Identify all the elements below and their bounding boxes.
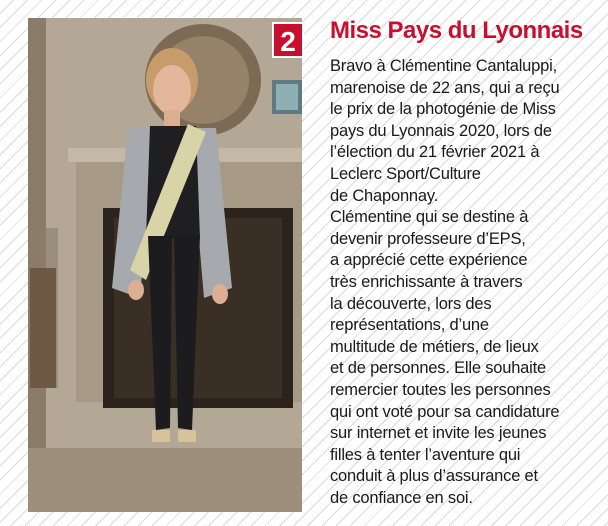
article-body	[330, 56, 600, 509]
body-line: devenir professeure d’EPS,	[330, 229, 526, 248]
body-line: et de personnes. Elle souhaite	[330, 359, 546, 378]
body-line: Bravo à Clémentine Cantaluppi,	[330, 57, 557, 75]
body-line: de confiance en soi.	[330, 488, 473, 507]
body-line: a apprécié cette expérience	[330, 251, 528, 270]
body-line: conduit à plus d’assurance et	[330, 467, 538, 486]
body-line: marenoise de 22 ans, qui a reçu	[330, 78, 560, 97]
body-line: l’élection du 21 février 2021 à	[330, 143, 540, 162]
body-line: de Chaponnay.	[330, 186, 439, 205]
article-number-badge: 2	[272, 22, 304, 58]
body-line: très enrichissante à travers	[330, 272, 523, 291]
photo-illustration	[28, 18, 302, 512]
body-line: pays du Lyonnais 2020, lors de	[330, 121, 552, 140]
body-line: Leclerc Sport/Culture	[330, 164, 481, 183]
body-line: sur internet et invite les jeunes	[330, 424, 547, 443]
body-line: remercier toutes les personnes	[330, 380, 551, 399]
body-line: la découverte, lors des	[330, 294, 492, 313]
body-line: multitude de métiers, de lieux	[330, 337, 539, 356]
body-line: qui ont voté pour sa candidature	[330, 402, 560, 421]
article-photo	[28, 18, 302, 512]
article-title: Miss Pays du Lyonnais	[330, 17, 583, 44]
body-line: filles à tenter l’aventure qui	[330, 445, 521, 464]
body-line: Clémentine qui se destine à	[330, 208, 529, 227]
body-line: représentations, d’une	[330, 316, 489, 335]
body-line: le prix de la photogénie de Miss	[330, 100, 556, 119]
